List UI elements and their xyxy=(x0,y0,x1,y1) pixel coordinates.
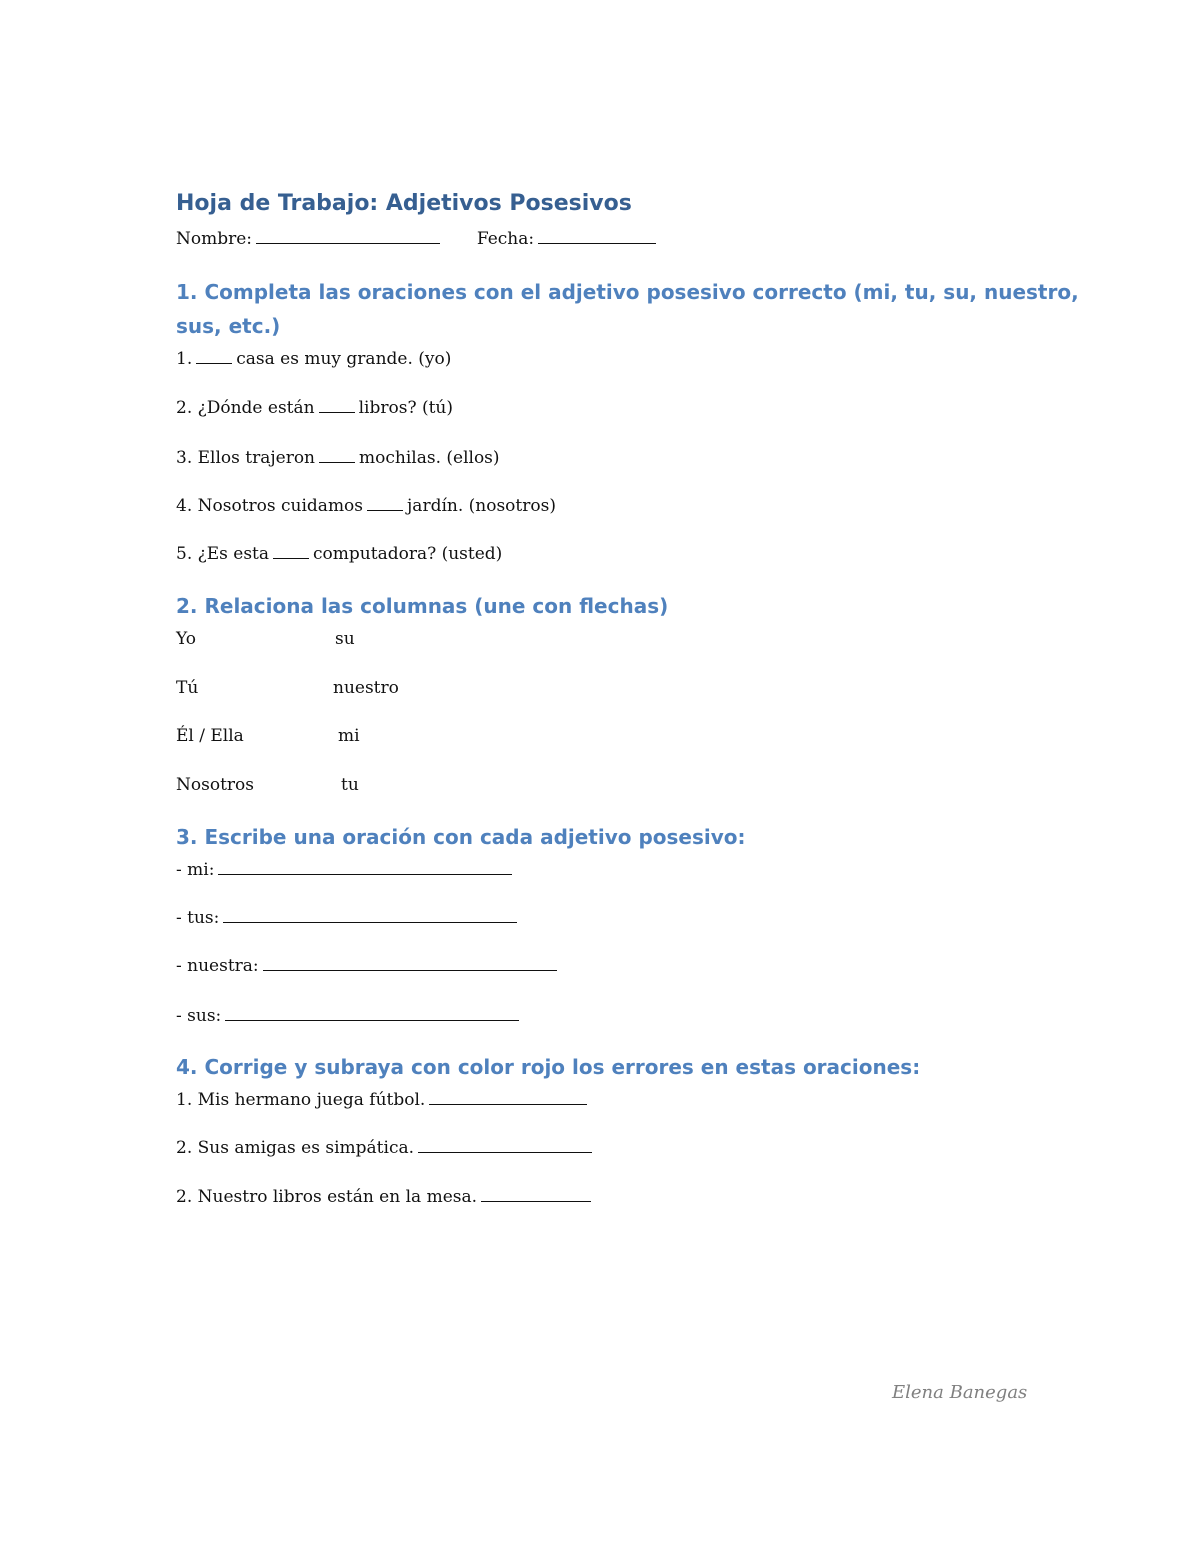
section4-item xyxy=(176,1090,591,1110)
item-text-before: 1. xyxy=(176,349,193,369)
match-right-item[interactable]: tu xyxy=(341,775,359,795)
answer-blank[interactable] xyxy=(273,544,309,559)
header-fields xyxy=(176,229,660,249)
possessive-label: - mi: xyxy=(176,860,215,880)
section1-item xyxy=(176,544,502,564)
section3-item xyxy=(176,908,521,928)
item-text-after: casa es muy grande. (yo) xyxy=(236,349,452,369)
match-left-item[interactable]: Tú xyxy=(176,678,199,698)
match-right-item[interactable]: su xyxy=(335,629,355,649)
page-title: Hoja de Trabajo: Adjetivos Posesivos xyxy=(176,191,632,216)
section2-heading: 2. Relaciona las columnas (une con flechas) xyxy=(176,594,669,618)
section1-item xyxy=(176,398,453,418)
section3-heading: 3. Escribe una oración con cada adjetivo posesivo: xyxy=(176,825,746,849)
correction-blank[interactable] xyxy=(418,1138,592,1153)
possessive-label: - sus: xyxy=(176,1006,222,1026)
section4-item xyxy=(176,1138,596,1158)
error-sentence: 1. Mis hermano juega fútbol. xyxy=(176,1090,426,1110)
sentence-blank[interactable] xyxy=(218,860,512,875)
item-text-after: mochilas. (ellos) xyxy=(359,448,500,468)
section3-item xyxy=(176,1006,523,1026)
possessive-label: - nuestra: xyxy=(176,956,259,976)
section1-heading-line1: 1. Completa las oraciones con el adjetivo posesivo correcto (mi, tu, su, nuestro, xyxy=(176,280,1079,304)
section1-item xyxy=(176,349,451,369)
answer-blank[interactable] xyxy=(367,496,403,511)
date-blank[interactable] xyxy=(538,229,656,244)
correction-blank[interactable] xyxy=(481,1187,591,1202)
item-text-before: 4. Nosotros cuidamos xyxy=(176,496,364,516)
match-left-item[interactable]: Nosotros xyxy=(176,775,254,795)
name-blank[interactable] xyxy=(256,229,440,244)
correction-blank[interactable] xyxy=(429,1090,587,1105)
section1-item xyxy=(176,448,500,468)
sentence-blank[interactable] xyxy=(223,908,517,923)
possessive-label: - tus: xyxy=(176,908,220,928)
error-sentence: 2. Nuestro libros están en la mesa. xyxy=(176,1187,478,1207)
section1-heading-line2: sus, etc.) xyxy=(176,314,281,338)
section3-item xyxy=(176,956,561,976)
section1-item xyxy=(176,496,556,516)
item-text-before: 5. ¿Es esta xyxy=(176,544,270,564)
sentence-blank[interactable] xyxy=(263,956,557,971)
item-text-before: 2. ¿Dónde están xyxy=(176,398,315,418)
item-text-after: libros? (tú) xyxy=(358,398,454,418)
error-sentence: 2. Sus amigas es simpática. xyxy=(176,1138,414,1158)
item-text-after: jardín. (nosotros) xyxy=(407,496,556,516)
section3-item xyxy=(176,860,516,880)
section4-heading: 4. Corrige y subraya con color rojo los errores en estas oraciones: xyxy=(176,1055,921,1079)
sentence-blank[interactable] xyxy=(225,1006,519,1021)
item-text-before: 3. Ellos trajeron xyxy=(176,448,316,468)
match-left-item[interactable]: Él / Ella xyxy=(176,726,244,746)
answer-blank[interactable] xyxy=(196,349,232,364)
item-text-after: computadora? (usted) xyxy=(313,544,503,564)
answer-blank[interactable] xyxy=(319,398,355,413)
date-label: Fecha: xyxy=(476,229,535,249)
answer-blank[interactable] xyxy=(319,448,355,463)
author-signature: Elena Banegas xyxy=(892,1382,1028,1403)
section4-item xyxy=(176,1187,595,1207)
match-right-item[interactable]: nuestro xyxy=(333,678,399,698)
match-left-item[interactable]: Yo xyxy=(176,629,196,649)
match-right-item[interactable]: mi xyxy=(338,726,360,746)
name-label: Nombre: xyxy=(176,229,253,249)
